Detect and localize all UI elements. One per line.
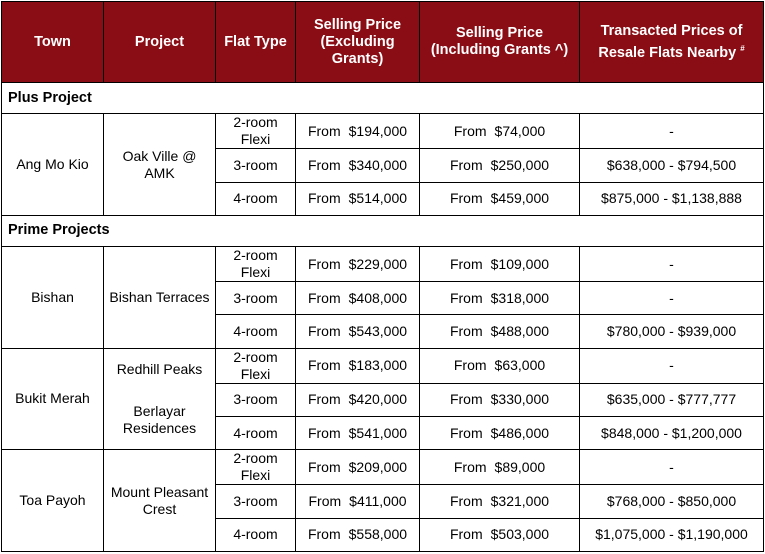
from-label: From (453, 458, 487, 475)
price-excl-cell (296, 114, 420, 149)
price-incl-value: $321,000 (490, 493, 550, 510)
price-excl-cell (296, 282, 420, 315)
price-incl-value: $486,000 (490, 424, 550, 441)
project-cell: Bishan Terraces (104, 247, 216, 349)
resale-cell: - (580, 450, 764, 485)
flat-type-cell: 4-room (216, 182, 296, 215)
flat-type-cell: 2-room Flexi (216, 114, 296, 149)
price-excl-value: $340,000 (348, 157, 408, 173)
price-incl-cell (420, 247, 580, 282)
header-price-incl: Selling Price (Including Grants ^) (420, 2, 580, 83)
from-label: From (307, 157, 341, 173)
price-incl-cell (420, 282, 580, 315)
project-name: Redhill Peaks (116, 361, 203, 378)
price-excl-cell (296, 149, 420, 182)
flat-type-cell: 4-room (216, 315, 296, 348)
resale-cell: $635,000 - $777,777 (580, 383, 764, 416)
from-label: From (307, 391, 341, 408)
price-incl-value: $63,000 (494, 357, 546, 374)
header-project: Project (104, 2, 216, 83)
price-excl-cell (296, 247, 420, 282)
table-row (2, 114, 764, 149)
from-label: From (449, 190, 483, 207)
from-label: From (307, 122, 341, 139)
price-excl-value: $420,000 (348, 391, 408, 408)
price-excl-value: $229,000 (348, 255, 408, 272)
header-resale-mark: # (740, 43, 745, 53)
price-incl-value: $330,000 (490, 391, 550, 408)
resale-cell: - (580, 247, 764, 282)
town-cell: Toa Payoh (2, 450, 104, 552)
price-excl-value: $558,000 (348, 526, 408, 543)
price-incl-cell (420, 149, 580, 182)
resale-cell: $768,000 - $850,000 (580, 485, 764, 518)
price-incl-value: $459,000 (490, 190, 550, 207)
price-excl-value: $543,000 (348, 323, 408, 340)
flat-type-cell: 2-room Flexi (216, 450, 296, 485)
header-price-excl: Selling Price (Excluding Grants) (296, 2, 420, 83)
resale-cell: $780,000 - $939,000 (580, 315, 764, 348)
from-label: From (307, 357, 341, 374)
price-excl-value: $514,000 (348, 190, 408, 207)
table-row (2, 450, 764, 485)
flat-type-cell: 3-room (216, 282, 296, 315)
from-label: From (307, 255, 341, 272)
price-incl-value: $250,000 (490, 157, 550, 173)
price-excl-value: $408,000 (348, 289, 408, 306)
town-cell: Ang Mo Kio (2, 114, 104, 216)
price-incl-cell (420, 485, 580, 518)
table-row (2, 348, 764, 383)
resale-cell: $848,000 - $1,200,000 (580, 417, 764, 450)
price-excl-cell (296, 518, 420, 551)
price-excl-value: $183,000 (348, 357, 408, 374)
from-label: From (308, 493, 342, 510)
from-label: From (449, 493, 483, 510)
section-row (2, 215, 764, 246)
price-incl-cell (420, 450, 580, 485)
price-excl-cell (296, 383, 420, 416)
price-incl-value: $503,000 (490, 526, 550, 543)
price-incl-cell (420, 182, 580, 215)
from-label: From (453, 122, 487, 139)
price-excl-value: $194,000 (348, 122, 408, 139)
from-label: From (307, 458, 341, 475)
price-incl-value: $318,000 (490, 289, 550, 306)
town-cell: Bishan (2, 247, 104, 349)
resale-cell: $875,000 - $1,138,888 (580, 182, 764, 215)
price-excl-cell (296, 182, 420, 215)
header-town: Town (2, 2, 104, 83)
price-excl-cell (296, 450, 420, 485)
header-row (2, 2, 764, 83)
flat-type-cell: 4-room (216, 417, 296, 450)
from-label: From (307, 526, 341, 543)
header-resale-label: Transacted Prices of Resale Flats Nearby (598, 22, 743, 61)
price-incl-cell (420, 315, 580, 348)
price-incl-cell (420, 518, 580, 551)
price-incl-cell (420, 417, 580, 450)
flat-type-cell: 2-room Flexi (216, 247, 296, 282)
project-cell (104, 348, 216, 450)
resale-cell: $1,075,000 - $1,190,000 (580, 518, 764, 551)
town-cell: Bukit Merah (2, 348, 104, 450)
from-label: From (449, 391, 483, 408)
price-excl-value: $541,000 (348, 424, 408, 441)
resale-cell: - (580, 114, 764, 149)
price-excl-cell (296, 417, 420, 450)
resale-cell: - (580, 348, 764, 383)
from-label: From (449, 526, 483, 543)
price-excl-cell (296, 315, 420, 348)
flat-type-cell: 4-room (216, 518, 296, 551)
price-excl-value: $411,000 (349, 493, 407, 510)
section-row (2, 83, 764, 114)
price-incl-cell (420, 114, 580, 149)
price-incl-cell (420, 383, 580, 416)
project-name: Berlayar Residences (122, 402, 197, 436)
from-label: From (307, 323, 341, 340)
price-incl-value: $488,000 (490, 323, 550, 340)
from-label: From (449, 255, 483, 272)
resale-cell: $638,000 - $794,500 (580, 149, 764, 182)
price-incl-value: $74,000 (494, 122, 546, 139)
flat-prices-table (1, 1, 764, 552)
project-cell: Mount Pleasant Crest (104, 450, 216, 552)
price-incl-value: $89,000 (494, 458, 546, 475)
section-title: Plus Project (2, 83, 764, 114)
table-row (2, 247, 764, 282)
from-label: From (449, 157, 483, 173)
from-label: From (449, 323, 483, 340)
header-resale (580, 2, 764, 83)
price-excl-cell (296, 485, 420, 518)
flat-type-cell: 3-room (216, 149, 296, 182)
flat-type-cell: 2-room Flexi (216, 348, 296, 383)
flat-type-cell: 3-room (216, 383, 296, 416)
resale-cell: - (580, 282, 764, 315)
price-incl-value: $109,000 (490, 255, 550, 272)
from-label: From (307, 289, 341, 306)
flat-type-cell: 3-room (216, 485, 296, 518)
from-label: From (307, 190, 341, 207)
price-excl-value: $209,000 (348, 458, 408, 475)
from-label: From (449, 289, 483, 306)
from-label: From (449, 424, 483, 441)
header-flat-type: Flat Type (216, 2, 296, 83)
price-incl-cell (420, 348, 580, 383)
from-label: From (453, 357, 487, 374)
price-excl-cell (296, 348, 420, 383)
from-label: From (307, 424, 341, 441)
project-cell: Oak Ville @ AMK (104, 114, 216, 216)
section-title: Prime Projects (2, 215, 764, 246)
